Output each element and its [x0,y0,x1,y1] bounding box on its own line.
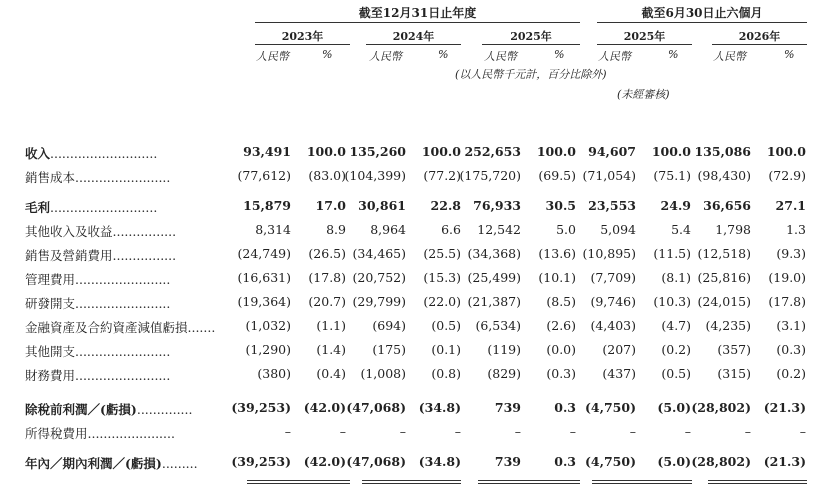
cell-pct-2026-h1: (21.3) [763,400,806,415]
cell-rmb-2024: (1,008) [360,366,406,381]
cell-rmb-2025: (6,534) [475,318,521,333]
row-label-leader-dots: ........................ [75,296,171,311]
sub-header-rmb: 人民幣 [256,50,289,63]
cell-rmb-2025-h1: (9,746) [590,294,636,309]
total-double-rule [478,483,580,484]
row-label [25,318,215,336]
cell-pct-2024: (0.5) [431,318,461,333]
group-rule-h1 [597,22,807,23]
cell-rmb-2024: (34,465) [352,246,406,261]
cell-pct-2023: (83.0) [308,168,346,183]
cell-rmb-2023: (39,253) [231,454,291,469]
row-label-leader-dots: .............. [136,402,193,417]
sub-header-pct: % [438,48,449,61]
cell-rmb-2025: 739 [494,454,521,469]
year-rule-2024 [366,44,461,45]
cell-rmb-2023: 8,314 [255,222,291,237]
total-double-rule [362,480,461,481]
cell-pct-2025-h1: – [684,424,691,439]
cell-pct-2023: (0.4) [316,366,346,381]
cell-rmb-2024: (29,799) [352,294,406,309]
cell-rmb-2023: (39,253) [231,400,291,415]
cell-pct-2025: (69.5) [538,168,576,183]
row-label [25,400,192,418]
cell-rmb-2025-h1: – [629,424,636,439]
unit-note: (以人民幣千元計，百分比除外) [455,68,607,81]
cell-pct-2024: (0.8) [431,366,461,381]
row-label-text: 銷售成本 [25,170,76,185]
row-label-leader-dots: ........................ [75,272,171,287]
year-header-2023: 2023年 [281,30,324,43]
total-double-rule [478,480,580,481]
cell-pct-2023: 17.0 [315,198,346,213]
cell-rmb-2025: (175,720) [459,168,521,183]
cell-pct-2026-h1: (19.0) [768,270,806,285]
cell-rmb-2024: (47,068) [346,454,406,469]
cell-pct-2026-h1: (0.3) [776,342,806,357]
cell-pct-2026-h1: (72.9) [768,168,806,183]
cell-rmb-2025-h1: (4,750) [585,454,636,469]
cell-pct-2026-h1: 1.3 [786,222,806,237]
cell-pct-2024: (15.3) [423,270,461,285]
cell-pct-2025-h1: 100.0 [651,144,691,159]
row-label-text: 銷售及營銷費用 [25,248,113,263]
cell-pct-2025-h1: (5.0) [657,400,691,415]
row-label-text: 研發開支 [25,296,76,311]
cell-pct-2025-h1: (5.0) [657,454,691,469]
row-label [25,366,170,384]
year-header-2024: 2024年 [392,30,435,43]
year-header-2025: 2025年 [510,30,552,43]
cell-rmb-2023: 93,491 [243,144,291,159]
cell-rmb-2026-h1: 135,086 [694,144,751,159]
unaudited-note: (未經審核) [617,88,670,101]
cell-pct-2025-h1: 24.9 [660,198,691,213]
cell-pct-2026-h1: (9.3) [776,246,806,261]
row-label [25,270,170,288]
cell-rmb-2026-h1: (28,802) [691,454,751,469]
row-label-text: 其他開支 [25,344,76,359]
cell-pct-2024: – [454,424,461,439]
cell-pct-2023: (17.8) [308,270,346,285]
cell-rmb-2025-h1: (207) [602,342,636,357]
row-label-text: 財務費用 [25,368,76,383]
row-label [25,144,157,162]
row-label-text: 金融資產及合約資產減值虧損 [25,320,188,335]
year-rule-2025-h1 [597,44,692,45]
cell-pct-2025-h1: (4.7) [661,318,691,333]
cell-pct-2025-h1: (10.3) [653,294,691,309]
cell-pct-2025: 5.0 [556,222,576,237]
cell-rmb-2026-h1: (315) [717,366,751,381]
cell-rmb-2025-h1: (10,895) [582,246,636,261]
row-label-text: 除稅前利潤／(虧損) [25,402,137,417]
cell-rmb-2026-h1: (28,802) [691,400,751,415]
row-label [25,198,157,216]
group-header-fy: 截至12月31日止年度 [358,6,477,20]
cell-rmb-2026-h1: 1,798 [715,222,751,237]
cell-pct-2026-h1: (17.8) [768,294,806,309]
cell-rmb-2024: 8,964 [370,222,406,237]
row-label-leader-dots: ...................... [87,426,175,441]
row-label [25,454,198,472]
cell-pct-2024: 6.6 [441,222,461,237]
cell-pct-2024: (0.1) [431,342,461,357]
cell-pct-2023: 8.9 [326,222,346,237]
sub-header-pct: % [554,48,565,61]
cell-pct-2026-h1: 27.1 [775,198,806,213]
cell-rmb-2026-h1: (24,015) [697,294,751,309]
row-label-text: 管理費用 [25,272,76,287]
year-header-2026-h1: 2026年 [738,30,781,43]
cell-rmb-2023: (19,364) [237,294,291,309]
cell-rmb-2025: (21,387) [467,294,521,309]
cell-pct-2026-h1: (21.3) [763,454,806,469]
cell-pct-2023: (26.5) [308,246,346,261]
cell-rmb-2026-h1: (12,518) [697,246,751,261]
cell-pct-2025-h1: (0.5) [661,366,691,381]
cell-rmb-2026-h1: (25,816) [697,270,751,285]
cell-pct-2023: (1.1) [316,318,346,333]
cell-pct-2025: 100.0 [536,144,576,159]
cell-pct-2025-h1: 5.4 [671,222,691,237]
cell-rmb-2025: 12,542 [477,222,521,237]
cell-pct-2025-h1: (0.2) [661,342,691,357]
row-label-text: 其他收入及收益 [25,224,113,239]
cell-rmb-2025: (829) [487,366,521,381]
cell-pct-2023: (20.7) [308,294,346,309]
cell-rmb-2023: (77,612) [237,168,291,183]
cell-rmb-2025-h1: (4,750) [585,400,636,415]
cell-pct-2026-h1: – [799,424,806,439]
total-double-rule [362,483,461,484]
row-label-leader-dots: ................ [112,224,177,239]
cell-rmb-2025-h1: (7,709) [590,270,636,285]
cell-pct-2023: 100.0 [306,144,346,159]
cell-rmb-2025: (119) [487,342,521,357]
total-double-rule [247,483,350,484]
cell-pct-2025: (10.1) [538,270,576,285]
cell-rmb-2024: (175) [372,342,406,357]
row-label [25,294,170,312]
total-double-rule [592,483,692,484]
cell-rmb-2023: (1,032) [245,318,291,333]
row-label-leader-dots: ........................ [75,344,171,359]
group-header-h1: 截至6月30日止六個月 [641,6,763,20]
row-label [25,342,170,360]
row-label-leader-dots: ........................ [75,170,171,185]
cell-pct-2025-h1: (8.1) [661,270,691,285]
cell-pct-2024: (22.0) [423,294,461,309]
cell-pct-2025: (2.6) [546,318,576,333]
cell-rmb-2025-h1: (4,403) [590,318,636,333]
cell-pct-2024: (34.8) [418,454,461,469]
cell-rmb-2025: 252,653 [464,144,521,159]
row-label [25,222,176,240]
row-label [25,424,175,442]
row-label [25,246,176,264]
cell-pct-2024: (34.8) [418,400,461,415]
cell-rmb-2025: 739 [494,400,521,415]
cell-pct-2026-h1: 100.0 [766,144,806,159]
row-label-leader-dots: ....... [187,320,216,335]
cell-rmb-2023: (380) [257,366,291,381]
cell-rmb-2026-h1: (357) [717,342,751,357]
cell-pct-2023: – [339,424,346,439]
cell-rmb-2025-h1: (71,054) [582,168,636,183]
cell-pct-2025: – [569,424,576,439]
cell-pct-2025: (0.0) [546,342,576,357]
total-double-rule [247,480,350,481]
cell-pct-2023: (42.0) [303,454,346,469]
year-header-2025-h1: 2025年 [623,30,666,43]
row-label-leader-dots: ........................ [75,368,171,383]
cell-rmb-2025: (25,499) [467,270,521,285]
cell-rmb-2025-h1: 5,094 [600,222,636,237]
cell-pct-2025: 0.3 [554,454,576,469]
cell-pct-2025: (8.5) [546,294,576,309]
cell-rmb-2025: 76,933 [473,198,521,213]
total-double-rule [592,480,692,481]
cell-rmb-2026-h1: – [744,424,751,439]
cell-pct-2025-h1: (11.5) [653,246,691,261]
cell-rmb-2024: (47,068) [346,400,406,415]
row-label-text: 收入 [25,146,51,161]
cell-rmb-2026-h1: (98,430) [697,168,751,183]
sub-header-rmb: 人民幣 [598,50,631,63]
cell-rmb-2024: 135,260 [349,144,406,159]
cell-pct-2024: (25.5) [423,246,461,261]
cell-pct-2024: 100.0 [421,144,461,159]
cell-pct-2025: 0.3 [554,400,576,415]
year-rule-2025 [482,44,580,45]
year-rule-2026-h1 [712,44,807,45]
total-double-rule [708,480,807,481]
row-label-leader-dots: ........................... [50,146,158,161]
cell-rmb-2024: – [399,424,406,439]
row-label-leader-dots: ................ [112,248,177,263]
row-label-text: 年內／期內利潤／(虧損) [25,456,162,471]
cell-rmb-2023: 15,879 [243,198,291,213]
row-label-text: 毛利 [25,200,51,215]
sub-header-rmb: 人民幣 [713,50,746,63]
cell-pct-2024: 22.8 [430,198,461,213]
sub-header-pct: % [322,48,333,61]
cell-pct-2025: 30.5 [545,198,576,213]
cell-rmb-2023: (16,631) [237,270,291,285]
cell-pct-2023: (42.0) [303,400,346,415]
cell-pct-2024: (77.2) [423,168,461,183]
cell-rmb-2023: – [284,424,291,439]
row-label [25,168,170,186]
sub-header-rmb: 人民幣 [484,50,517,63]
cell-pct-2026-h1: (3.1) [776,318,806,333]
sub-header-pct: % [784,48,795,61]
row-label-leader-dots: ......... [161,456,198,471]
cell-rmb-2023: (1,290) [245,342,291,357]
cell-rmb-2025-h1: 23,553 [588,198,636,213]
cell-pct-2026-h1: (0.2) [776,366,806,381]
cell-rmb-2023: (24,749) [237,246,291,261]
cell-pct-2025-h1: (75.1) [653,168,691,183]
cell-rmb-2024: (694) [372,318,406,333]
cell-rmb-2024: 30,861 [358,198,406,213]
sub-header-rmb: 人民幣 [369,50,402,63]
cell-rmb-2026-h1: (4,235) [705,318,751,333]
cell-rmb-2024: (104,399) [344,168,406,183]
cell-rmb-2025: – [514,424,521,439]
group-rule-fy [255,22,580,23]
cell-pct-2025: (0.3) [546,366,576,381]
cell-rmb-2024: (20,752) [352,270,406,285]
row-label-text: 所得稅費用 [25,426,88,441]
row-label-leader-dots: ........................... [50,200,158,215]
cell-rmb-2025-h1: (437) [602,366,636,381]
sub-header-pct: % [668,48,679,61]
cell-rmb-2026-h1: 36,656 [703,198,751,213]
year-rule-2023 [255,44,350,45]
total-double-rule [708,483,807,484]
cell-pct-2025: (13.6) [538,246,576,261]
cell-rmb-2025: (34,368) [467,246,521,261]
cell-rmb-2025-h1: 94,607 [588,144,636,159]
cell-pct-2023: (1.4) [316,342,346,357]
